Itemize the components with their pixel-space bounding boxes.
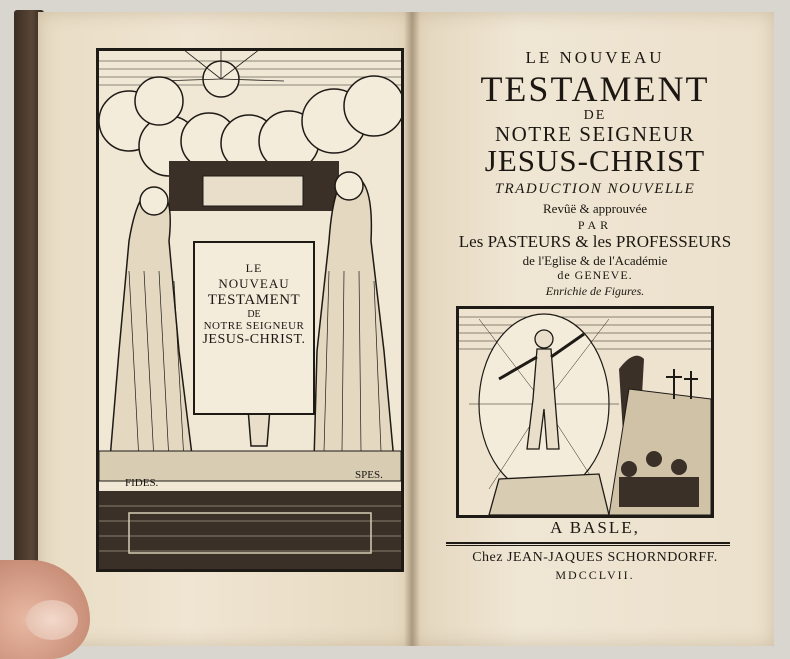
title-line-par: PAR: [577, 218, 613, 232]
imprint-rule-thin: [446, 545, 730, 546]
thumbnail: [26, 600, 78, 640]
title-line-jesus-christ: JESUS-CHRIST: [484, 143, 706, 178]
fides-figure: [109, 190, 194, 471]
title-line-testament: TESTAMENT: [480, 69, 710, 109]
title-line-pasteurs: Les PASTEURS & les PROFESSEURS: [458, 232, 732, 251]
label-spes: SPES.: [355, 469, 383, 481]
book-gutter: [404, 12, 420, 646]
sign-line: NOUVEAU: [218, 276, 290, 291]
title-line-eglise: de l'Eglise & de l'Académie: [522, 253, 668, 268]
pedestal: [99, 491, 401, 569]
sign-line: DE: [247, 309, 261, 320]
imprint-place: A BASLE,: [550, 518, 640, 537]
imprint-year: MDCCLVII.: [555, 568, 635, 582]
sign-line: NOTRE SEIGNEUR: [203, 320, 305, 332]
title-line-geneve: de GENEVE.: [557, 268, 633, 282]
imprint-printer: Chez JEAN-JAQUES SCHORNDORFF.: [472, 550, 718, 565]
sign-line: LE: [245, 261, 263, 275]
title-line-notre-seigneur: NOTRE SEIGNEUR: [494, 122, 696, 146]
title-line-le-nouveau: LE NOUVEAU: [525, 48, 665, 67]
title-line-de: DE: [583, 108, 607, 123]
imprint-rule: [446, 542, 730, 544]
frontispiece-engraving: [96, 48, 404, 572]
title-line-traduction: TRADUCTION NOUVELLE: [494, 181, 696, 197]
sign-line: JESUS-CHRIST.: [202, 332, 306, 347]
title-line-figures: Enrichie de Figures.: [545, 284, 645, 298]
title-line-revue: Revûë & approuvée: [543, 201, 647, 216]
spes-figure: [314, 176, 394, 461]
label-fides: FIDES.: [125, 477, 159, 489]
sign-line: TESTAMENT: [207, 292, 301, 308]
frontispiece-title-sign: [193, 241, 315, 415]
vignette-illustration: [459, 309, 711, 515]
resurrection-vignette: [456, 306, 714, 518]
